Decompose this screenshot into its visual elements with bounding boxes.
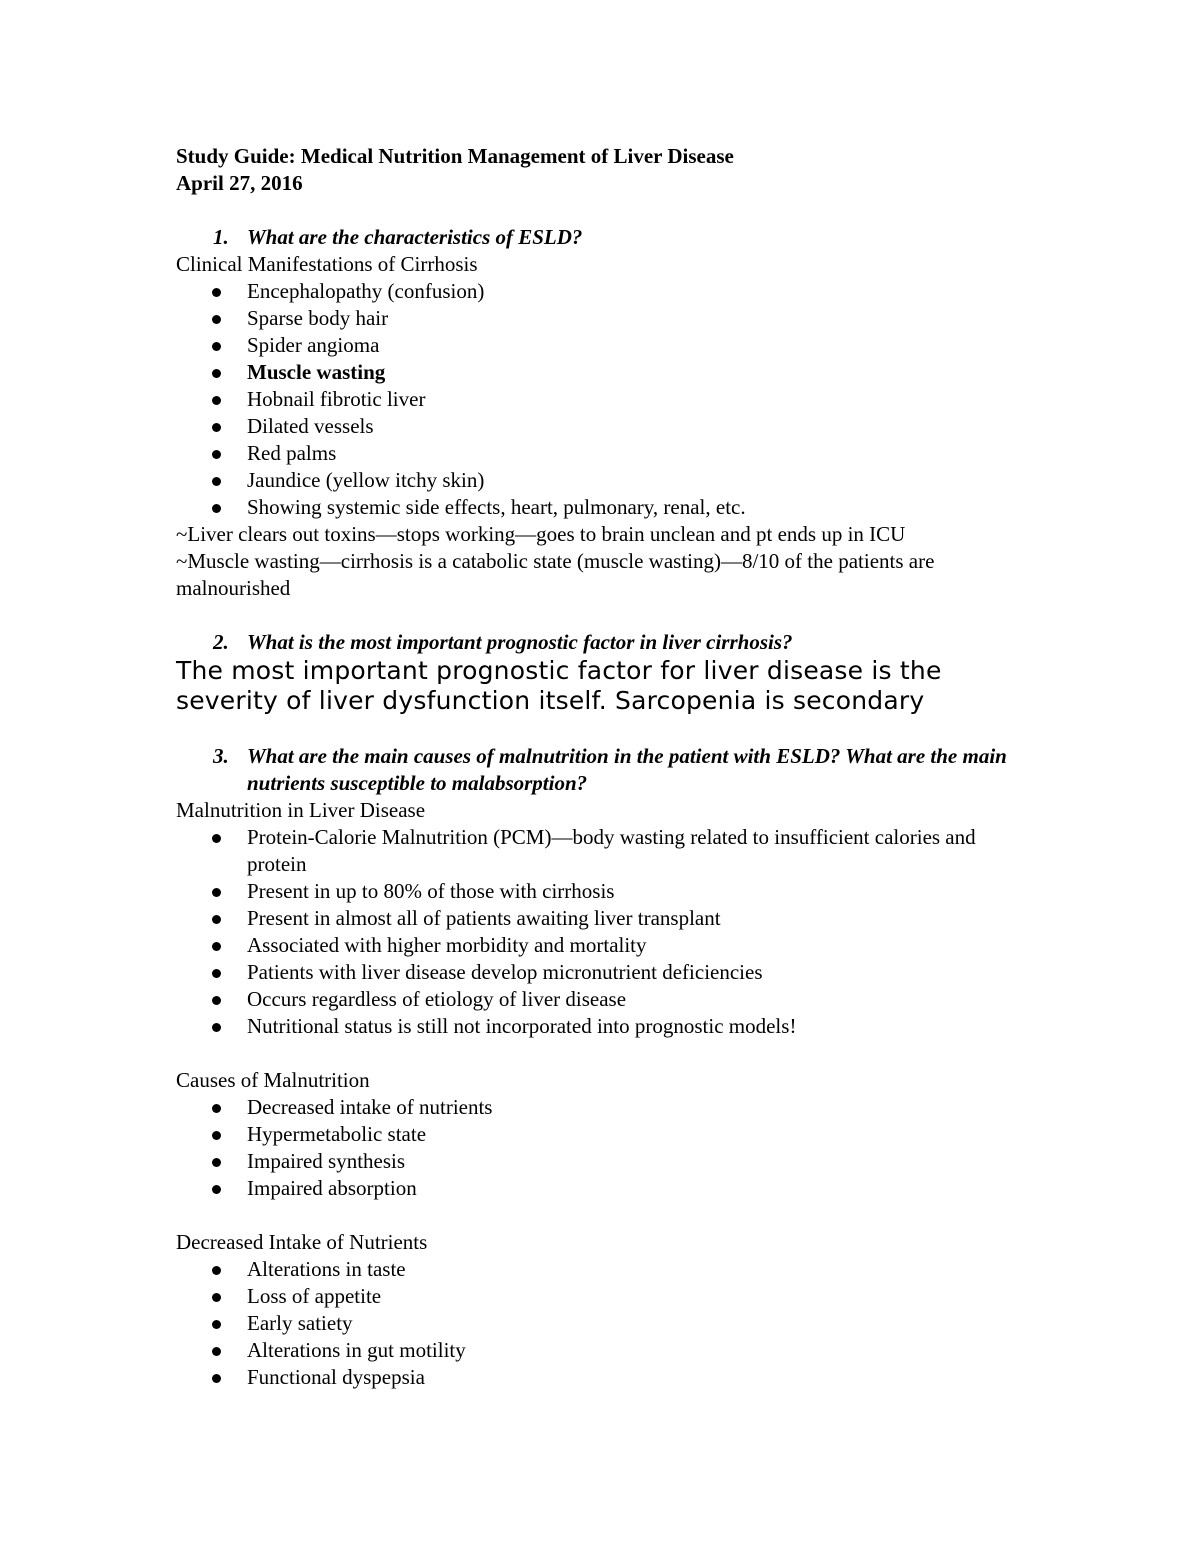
note-liver-toxins: ~Liver clears out toxins—stops working—goes to brain unclean and pt ends up in ICU	[176, 522, 906, 546]
question-2	[176, 629, 1036, 656]
causes-list	[176, 1094, 1036, 1202]
question-1-text: What are the characteristics of ESLD?	[247, 225, 583, 249]
document-title: Study Guide: Medical Nutrition Management of Liver Disease	[176, 144, 734, 168]
note-muscle-wasting: ~Muscle wasting—cirrhosis is a catabolic state (muscle wasting)—8/10 of the patients are malnourished	[176, 549, 935, 600]
list-item: Dilated vessels	[176, 413, 1036, 440]
list-item: Alterations in gut motility	[176, 1337, 1036, 1364]
answer-2: The most important prognostic factor for liver disease is the severity of liver dysfunction itself. Sarcopenia is secondary	[176, 656, 942, 715]
section-malnutrition-liver-disease: Malnutrition in Liver Disease	[176, 798, 426, 822]
list-item: Associated with higher morbidity and mortality	[176, 932, 1036, 959]
list-item: Occurs regardless of etiology of liver disease	[176, 986, 1036, 1013]
bullet-icon	[212, 1320, 221, 1329]
section-decreased-intake: Decreased Intake of Nutrients	[176, 1230, 428, 1254]
list-item: Early satiety	[176, 1310, 1036, 1337]
list-item: Loss of appetite	[176, 1283, 1036, 1310]
bullet-icon	[212, 1185, 221, 1194]
bullet-icon	[212, 1023, 221, 1032]
bullet-icon	[212, 477, 221, 486]
list-item: Sparse body hair	[176, 305, 1036, 332]
list-item: Spider angioma	[176, 332, 1036, 359]
list-item: Present in up to 80% of those with cirrhosis	[176, 878, 1036, 905]
list-item: Alterations in taste	[176, 1256, 1036, 1283]
bullet-icon	[212, 396, 221, 405]
bullet-icon	[212, 504, 221, 513]
bullet-icon	[212, 1266, 221, 1275]
question-1-number: 1.	[213, 225, 229, 249]
bullet-icon	[212, 450, 221, 459]
question-2-number: 2.	[213, 630, 229, 654]
bullet-icon	[212, 315, 221, 324]
list-item: Hypermetabolic state	[176, 1121, 1036, 1148]
clinical-manifestations-list	[176, 278, 1036, 521]
list-item: Nutritional status is still not incorporated into prognostic models!	[176, 1013, 1036, 1040]
bullet-icon	[212, 969, 221, 978]
bullet-icon	[212, 915, 221, 924]
document-date: April 27, 2016	[176, 171, 303, 195]
question-3	[176, 743, 1036, 797]
bullet-icon	[212, 342, 221, 351]
section-clinical-manifestations: Clinical Manifestations of Cirrhosis	[176, 252, 478, 276]
list-item: Impaired absorption	[176, 1175, 1036, 1202]
bullet-icon	[212, 423, 221, 432]
bullet-icon	[212, 1347, 221, 1356]
list-item: Jaundice (yellow itchy skin)	[176, 467, 1036, 494]
question-1	[176, 224, 1036, 251]
bullet-icon	[212, 369, 221, 378]
question-3-text: What are the main causes of malnutrition in the patient with ESLD? What are the main nutrients susceptible to malabsorption?	[247, 744, 1007, 795]
list-item: Protein-Calorie Malnutrition (PCM)—body wasting related to insufficient calories and protein	[176, 824, 1036, 878]
list-item: Functional dyspepsia	[176, 1364, 1036, 1391]
document-page	[176, 143, 1036, 1391]
bullet-icon	[212, 1374, 221, 1383]
bullet-icon	[212, 1131, 221, 1140]
bullet-icon	[212, 834, 221, 843]
list-item: Red palms	[176, 440, 1036, 467]
list-item: Encephalopathy (confusion)	[176, 278, 1036, 305]
section-causes-of-malnutrition: Causes of Malnutrition	[176, 1068, 370, 1092]
list-item: Decreased intake of nutrients	[176, 1094, 1036, 1121]
list-item: Hobnail fibrotic liver	[176, 386, 1036, 413]
bullet-icon	[212, 996, 221, 1005]
bullet-icon	[212, 1293, 221, 1302]
bullet-icon	[212, 1158, 221, 1167]
bullet-icon	[212, 1104, 221, 1113]
list-item: Impaired synthesis	[176, 1148, 1036, 1175]
question-2-text: What is the most important prognostic factor in liver cirrhosis?	[247, 630, 793, 654]
bullet-icon	[212, 942, 221, 951]
list-item: Muscle wasting	[176, 359, 1036, 386]
list-item: Showing systemic side effects, heart, pulmonary, renal, etc.	[176, 494, 1036, 521]
question-3-number: 3.	[213, 744, 229, 768]
bullet-icon	[212, 288, 221, 297]
list-item: Patients with liver disease develop micronutrient deficiencies	[176, 959, 1036, 986]
malnutrition-list	[176, 824, 1036, 1040]
decreased-intake-list	[176, 1256, 1036, 1391]
bullet-icon	[212, 888, 221, 897]
list-item: Present in almost all of patients awaiting liver transplant	[176, 905, 1036, 932]
